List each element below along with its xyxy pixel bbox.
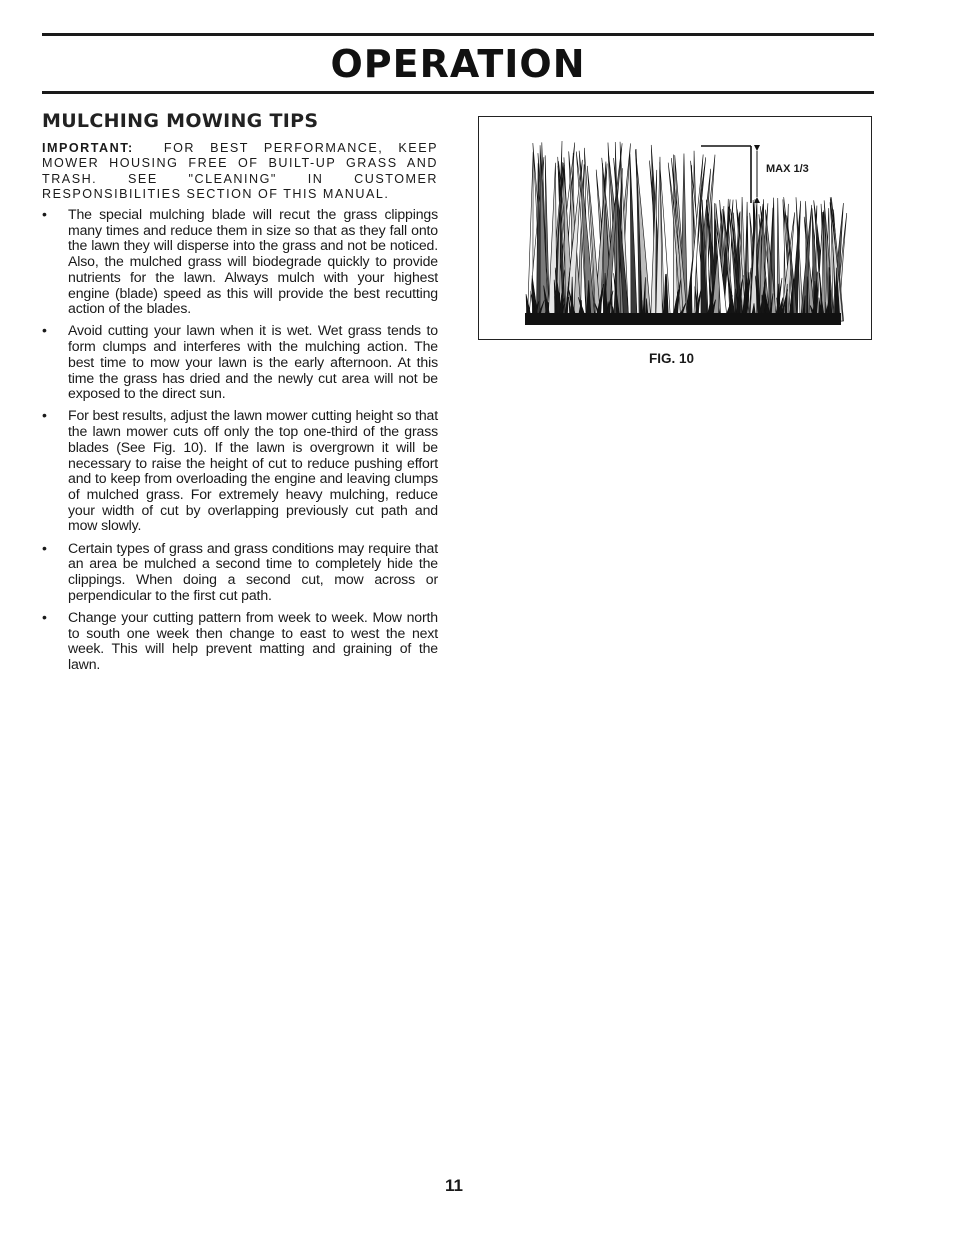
header-rule-bottom <box>42 91 874 94</box>
list-item <box>42 610 438 673</box>
tip-text: Avoid cutting your lawn when it is wet. Wet grass tends to form clumps and interferes with the mulching action. The best time to mow your lawn is the early afternoon. At this time the grass has dried and the newly cut area will not be exposed to the direct sun. <box>68 322 438 402</box>
bullet: • <box>42 407 47 424</box>
section-heading: MULCHING MOWING TIPS <box>42 110 319 132</box>
bullet: • <box>42 206 47 222</box>
grass-base <box>525 313 841 325</box>
tip-text: Certain types of grass and grass conditions may require that an area be mulched a second time to completely hide the clippings. When doing a second cut, mow across or perpendicular to the first cut path. <box>68 539 438 603</box>
list-item <box>42 207 438 317</box>
bullet: • <box>42 608 47 625</box>
bullet: • <box>42 539 47 556</box>
important-text: FOR BEST PERFORMANCE, KEEP MOWER HOUSING FREE OF BUILT-UP GRASS AND TRASH. SEE "CLEANING" IN CUSTOMER RESPONSIBILITIES SECTION OF THIS MANUAL. <box>42 141 438 201</box>
important-note <box>42 141 438 202</box>
page-number: 11 <box>445 1176 463 1195</box>
figure-10-box <box>478 116 872 340</box>
tip-text: The special mulching blade will recut the grass clippings many times and reduce them in size so that as they fall onto the lawn they will disperse into the grass and not be noticed. Also, the mulched grass will biodegrade quickly to provide nutrients for the lawn. Always mulch with your highest engine (blade) speed as this will provide the best recutting action of the blades. <box>68 206 438 317</box>
page-title: OPERATION <box>330 42 586 86</box>
tip-text: For best results, adjust the lawn mower cutting height so that the lawn mower cuts off only the top one-third of the grass blades (See Fig. 10). If the lawn is overgrown it will be necessary to raise the height of cut to reduce pushing effort and to keep from overloading the engine and leaving clumps of mulched grass. For extremely heavy mulching, reduce your width of cut by overlapping previously cut path and mow slowly. <box>68 407 438 534</box>
tip-text: Change your cutting pattern from week to week. Mow north to south one week then change to east to west the next week. This will help prevent matting and graining of the lawn. <box>68 608 438 672</box>
header-rule-top <box>42 33 874 36</box>
grass-illustration <box>479 117 873 341</box>
figure-caption: FIG. 10 <box>649 351 695 366</box>
list-item <box>42 541 438 604</box>
max-one-third-label: MAX 1/3 <box>766 163 809 175</box>
grass-blade <box>630 154 637 321</box>
list-item <box>42 323 438 402</box>
important-label: IMPORTANT: <box>42 141 134 155</box>
tips-list <box>42 207 438 679</box>
bullet: • <box>42 322 47 339</box>
list-item <box>42 408 438 534</box>
